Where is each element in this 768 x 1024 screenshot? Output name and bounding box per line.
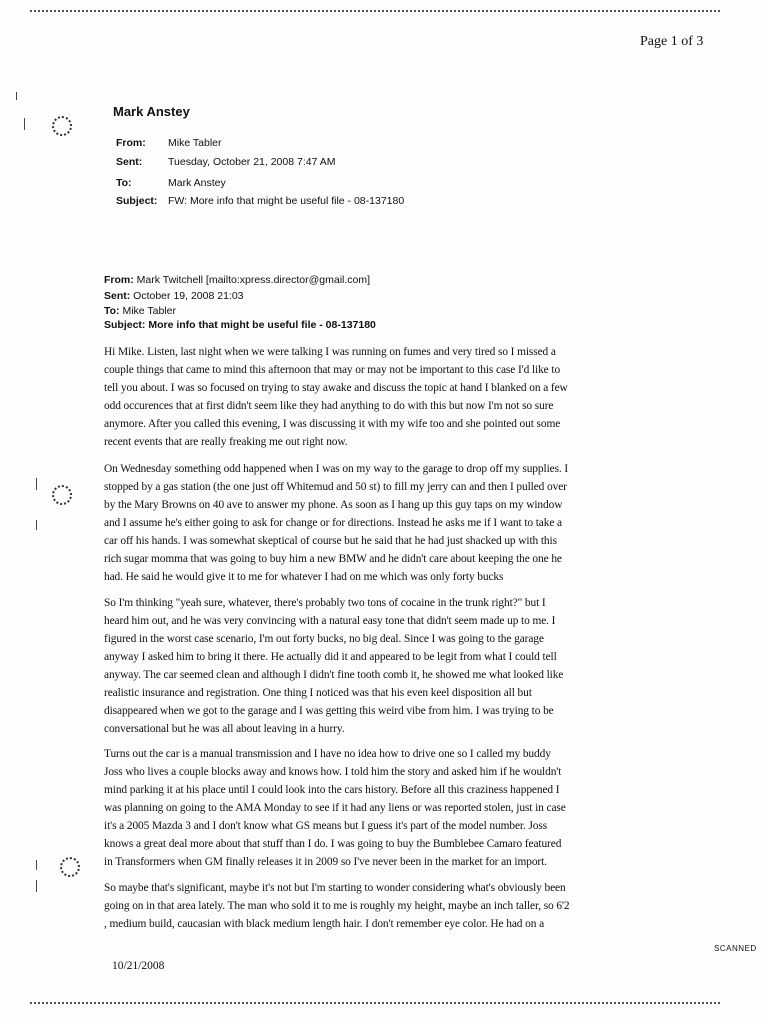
scan-mark xyxy=(36,880,37,892)
body-line: mind parking it at his place until I could look into the cars history. Before all this craziness happened I xyxy=(104,784,560,796)
forwarded-subject-value: More info that might be useful file - 08-137180 xyxy=(148,319,376,331)
from-label: From: xyxy=(116,137,146,149)
body-line: tell you about. I was so focused on trying to stay awake and discuss the topic at hand I blanked on a few xyxy=(104,382,568,394)
body-line: On Wednesday something odd happened when I was on my way to the garage to drop off my supplies. I xyxy=(104,463,569,475)
body-line: figured in the worst case scenario, I'm out forty bucks, no big deal. Since I was going to the garage xyxy=(104,633,544,645)
to-value: Mark Anstey xyxy=(168,177,226,189)
footer-date: 10/21/2008 xyxy=(112,960,165,972)
forwarded-to-label: To: xyxy=(104,305,120,317)
forwarded-sent-row xyxy=(104,290,244,302)
scan-mark xyxy=(24,118,25,130)
body-line: , medium build, caucasian with black medium length hair. I don't remember eye color. He had on a xyxy=(104,918,545,930)
from-value: Mike Tabler xyxy=(168,137,222,149)
scan-bottom-edge xyxy=(30,1002,720,1006)
scan-mark xyxy=(36,860,37,870)
punch-hole-icon xyxy=(60,857,80,877)
forwarded-sent-value: October 19, 2008 21:03 xyxy=(133,290,244,302)
body-line: Joss who lives a couple blocks away and knows how. I told him the story and asked him if he wouldn't xyxy=(104,766,562,778)
scan-mark xyxy=(36,478,37,490)
to-label: To: xyxy=(116,177,132,189)
forwarded-from-row xyxy=(104,274,370,286)
body-line: couple things that came to mind this afternoon that may or may not be important to this case I'd like to xyxy=(104,364,561,376)
body-line: disappeared when we got to the garage and I was getting this weird vibe from him. I was trying to be xyxy=(104,705,554,717)
forwarded-subject-label: Subject: xyxy=(104,319,146,331)
sent-label: Sent: xyxy=(116,156,143,168)
recipient-name: Mark Anstey xyxy=(113,104,190,119)
body-line: realistic insurance and registration. One thing I noticed was that his even keel disposition all but xyxy=(104,687,532,699)
body-line: anyway I asked him to bring it there. He actually did it and appeared to be legit from what I could tell xyxy=(104,651,557,663)
body-line: heard him out, and he was very convincing with a natural easy tone that didn't seem made up to me. I xyxy=(104,615,556,627)
scan-mark xyxy=(36,520,37,530)
body-line: had. He said he would give it to me for whatever I had on me which was only forty bucks xyxy=(104,571,504,583)
body-line: going on in that area lately. The man who sold it to me is roughly my height, maybe an inch taller, so 6'2 xyxy=(104,900,570,912)
body-line: stopped by a gas station (the one just off Whitemud and 50 st) to fill my jerry can and then I pulled over xyxy=(104,481,567,493)
body-line: Turns out the car is a manual transmission and I have no idea how to drive one so I called my buddy xyxy=(104,748,551,760)
body-line: recent events that are really freaking me out right now. xyxy=(104,436,348,448)
body-line: was planning on going to the AMA Monday to see if it had any liens or was reported stolen, just in case xyxy=(104,802,566,814)
forwarded-sent-label: Sent: xyxy=(104,290,131,302)
body-line: and I assume he's either going to ask for change or for directions. Instead he asks me if I want to take a xyxy=(104,517,563,529)
punch-hole-icon xyxy=(52,485,72,505)
scanned-stamp: SCANNED xyxy=(714,944,757,953)
body-line: knows a great deal more about that stuff than I do. I was going to buy the Bumblebee Camaro featured xyxy=(104,838,562,850)
body-line: Hi Mike. Listen, last night when we were talking I was running on fumes and very tired so I missed a xyxy=(104,346,556,358)
punch-hole-icon xyxy=(52,116,72,136)
sent-value: Tuesday, October 21, 2008 7:47 AM xyxy=(168,156,336,168)
body-line: in Transformers when GM finally releases it in 2009 so I've never been in the market for an import. xyxy=(104,856,547,868)
body-line: anyway. The car seemed clean and although I didn't fine tooth comb it, he showed me what looked like xyxy=(104,669,564,681)
body-line: conversational but he was all about leaving in a hurry. xyxy=(104,723,345,735)
forwarded-to-row xyxy=(104,305,176,317)
body-line: car off his hands. I was somewhat skeptical of course but he said that he had just shacked up with this xyxy=(104,535,557,547)
forwarded-from-value: Mark Twitchell [mailto:xpress.director@gmail.com] xyxy=(136,274,371,286)
subject-value: FW: More info that might be useful file - 08-137180 xyxy=(168,195,405,207)
scan-mark xyxy=(16,92,17,100)
page-number: Page 1 of 3 xyxy=(640,34,704,49)
body-line: by the Mary Browns on 40 ave to answer my phone. As soon as I hang up this guy taps on my window xyxy=(104,499,563,511)
subject-label: Subject: xyxy=(116,195,158,207)
body-line: rich sugar momma that was going to buy him a new BMW and he didn't care about keeping the one he xyxy=(104,553,562,565)
body-line: So I'm thinking "yeah sure, whatever, there's probably two tons of cocaine in the trunk right?" but I xyxy=(104,597,546,609)
body-line: So maybe that's significant, maybe it's not but I'm starting to wonder considering what's obviously been xyxy=(104,882,566,894)
forwarded-subject-row xyxy=(104,319,376,331)
body-line: it's a 2005 Mazda 3 and I don't know what GS means but I guess it's part of the model number. Joss xyxy=(104,820,548,832)
body-line: odd occurences that at first didn't seem like they had anything to do with this but now I'm not so sure xyxy=(104,400,554,412)
body-line: anymore. After you called this evening, I was discussing it with my wife too and she pointed out some xyxy=(104,418,561,430)
scan-top-edge xyxy=(30,10,720,14)
forwarded-from-label: From: xyxy=(104,274,134,286)
forwarded-to-value: Mike Tabler xyxy=(122,305,176,317)
